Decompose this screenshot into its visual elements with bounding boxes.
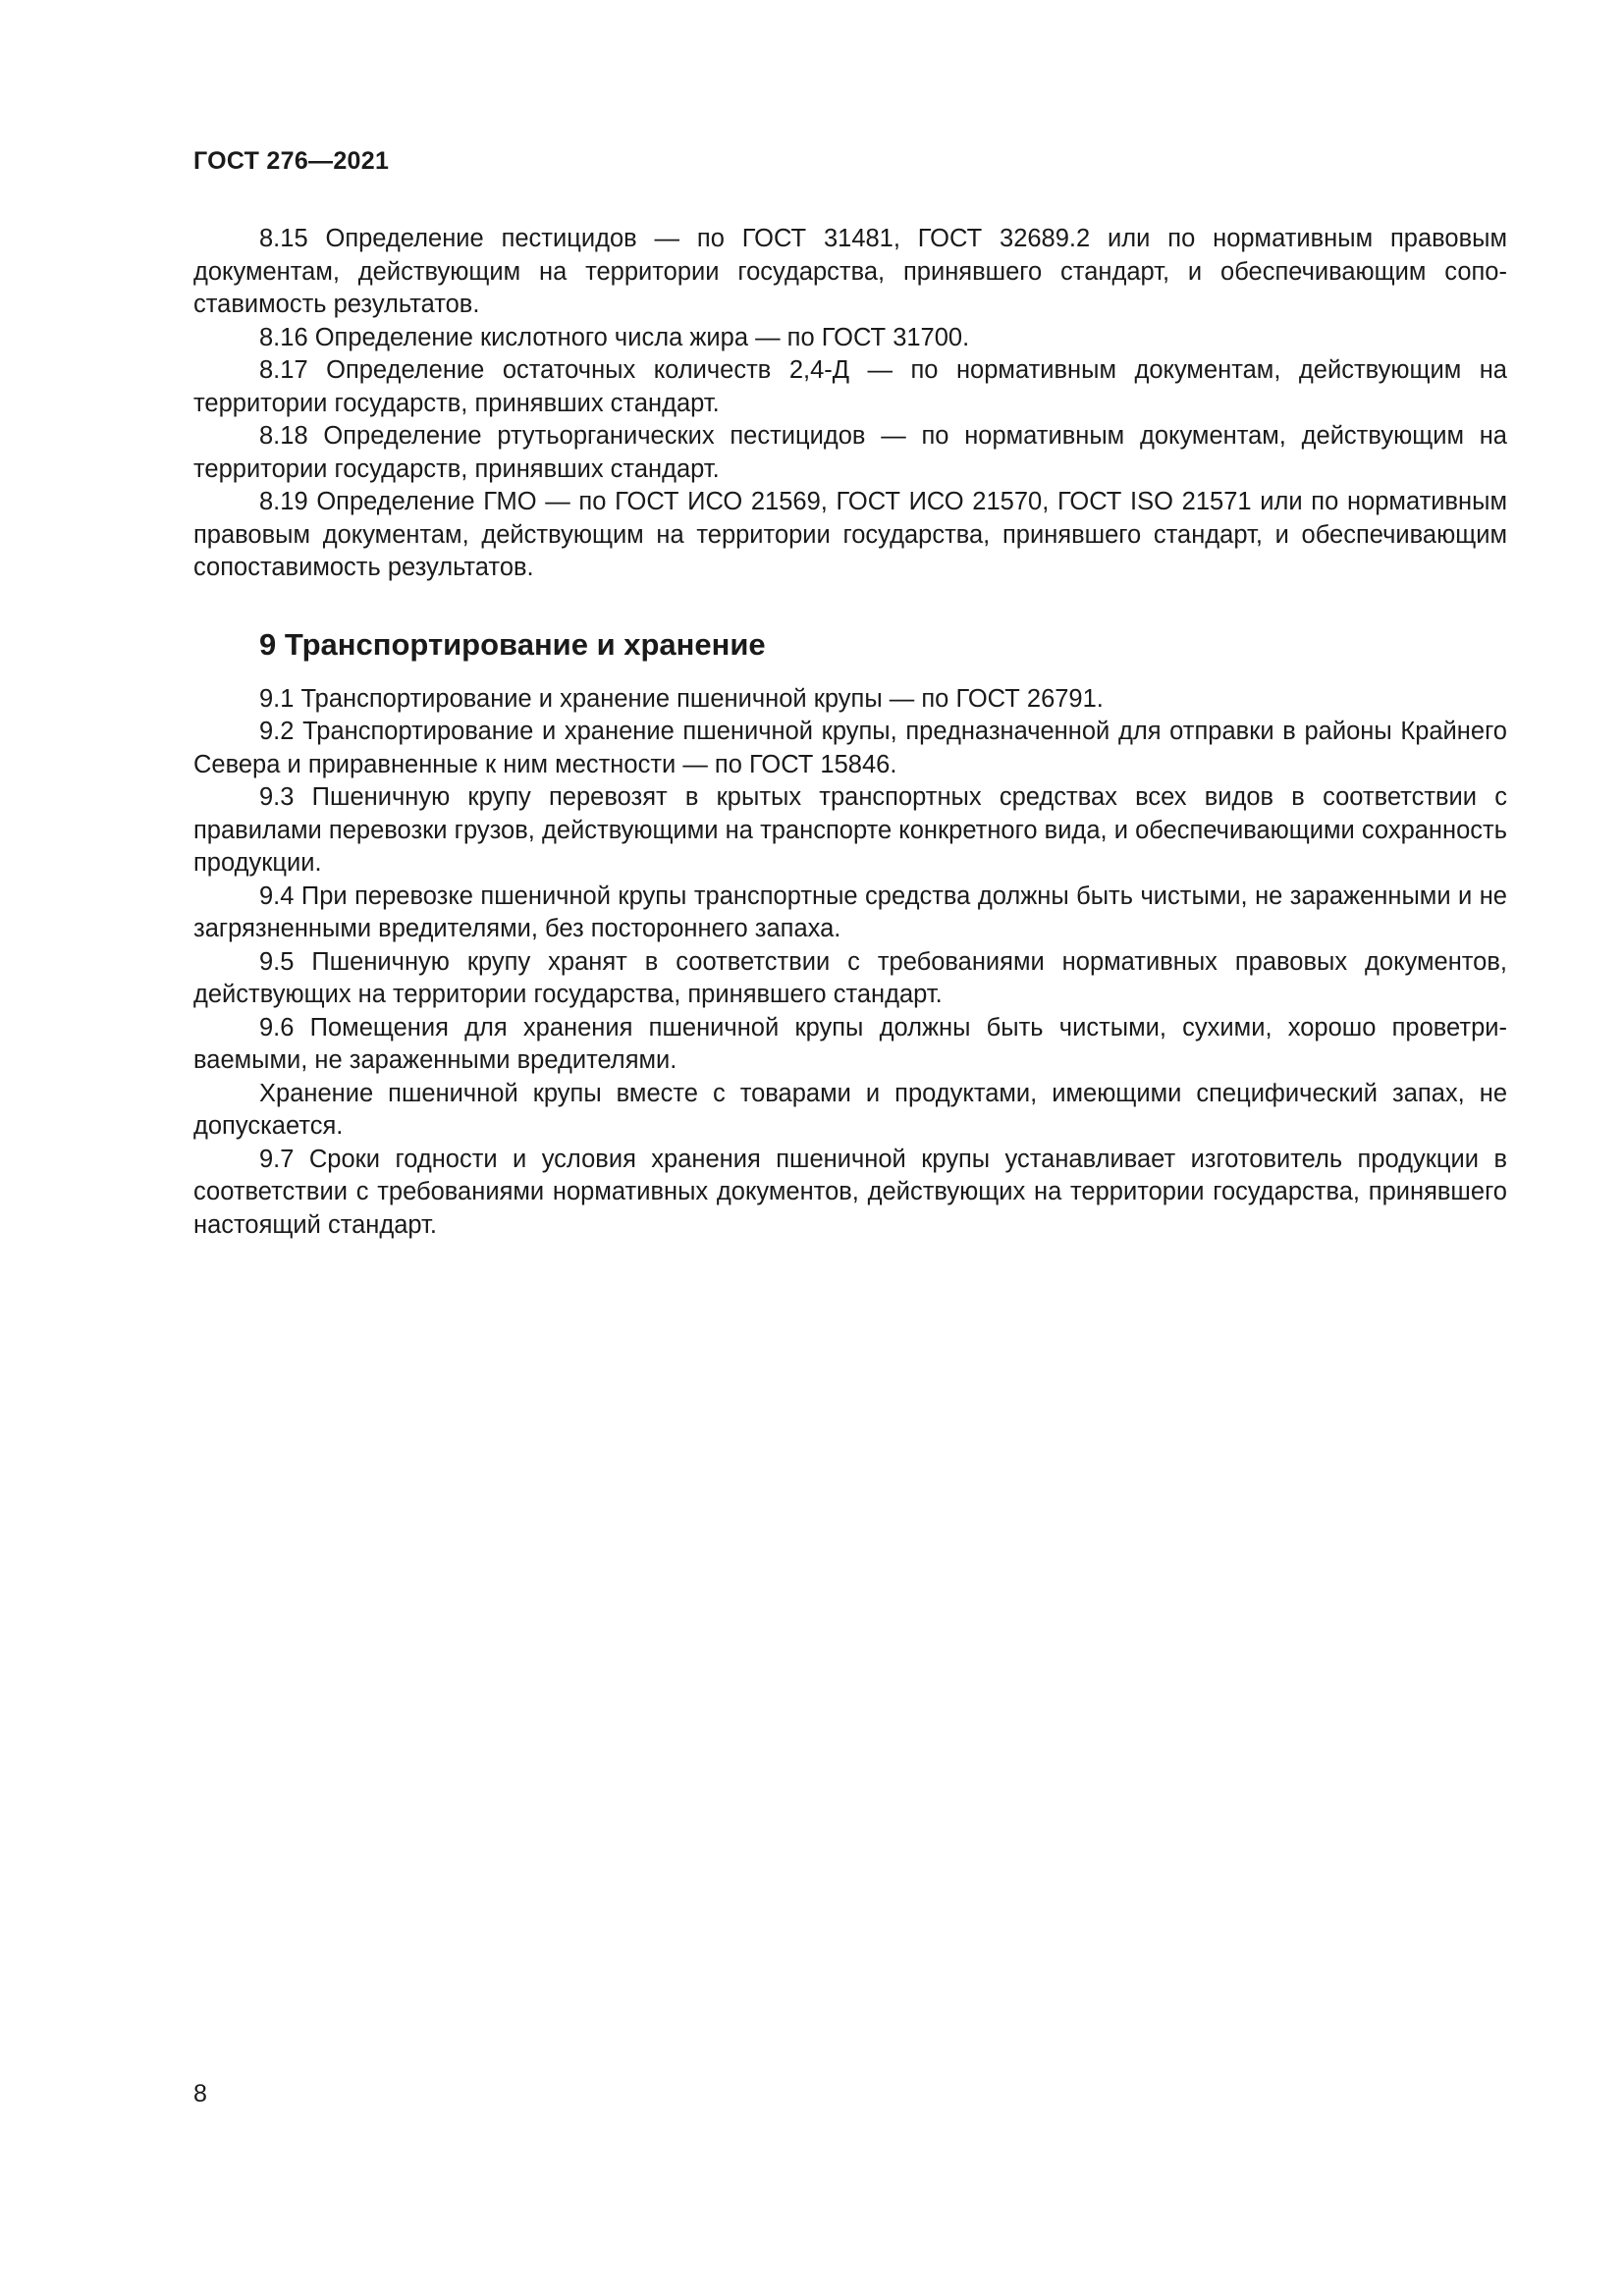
paragraph-9-3: 9.3 Пшеничную крупу перевозят в крытых транспортных средствах всех видов в соответствии с правилами перевозки грузов, действующими на транспорте конкретного вида, и обеспечивающими сохранность продукции.	[193, 783, 1507, 877]
document-code-header: ГОСТ 276—2021	[193, 147, 390, 175]
page-number: 8	[193, 2080, 207, 2108]
page-content	[193, 223, 1507, 1242]
paragraph-8-16: 8.16 Определение кислотного числа жира — по ГОСТ 31700.	[259, 323, 970, 351]
paragraph-9-6-storage-note: Хранение пшеничной крупы вместе с товарами и продуктами, имеющими специфический запах, не допускается.	[193, 1079, 1507, 1140]
paragraph-8-17: 8.17 Определение остаточных количеств 2,4-Д — по нормативным документам, действующим на территории государств, принявших стандарт.	[193, 356, 1507, 417]
paragraph-8-18: 8.18 Определение ртутьорганических пестицидов — по нормативным документам, действующим на территории государств, принявших стандарт.	[193, 422, 1507, 483]
paragraph-9-7: 9.7 Сроки годности и условия хранения пшеничной крупы устанавливает изготовитель продукции в соответствии с требованиями нормативных документов, действующих на территории государства, принявшего настоящий стандарт.	[193, 1145, 1507, 1239]
paragraph-8-15: 8.15 Определение пестицидов — по ГОСТ 31481, ГОСТ 32689.2 или по нормативным правовым документам, действующим на территории государства, принявшего стандарт, и обеспечивающим сопоставимость результатов.	[193, 225, 1507, 318]
paragraph-9-5: 9.5 Пшеничную крупу хранят в соответствии с требованиями нормативных правовых документов, действующих на территории государства, принявшего стандарт.	[193, 947, 1507, 1008]
paragraph-9-6: 9.6 Помещения для хранения пшеничной крупы должны быть чистыми, сухими, хорошо проветриваемыми, не зараженными вредителями.	[193, 1013, 1507, 1074]
paragraph-9-1: 9.1 Транспортирование и хранение пшеничной крупы — по ГОСТ 26791.	[259, 684, 1104, 713]
paragraph-8-19: 8.19 Определение ГМО — по ГОСТ ИСО 21569, ГОСТ ИСО 21570, ГОСТ ISO 21571 или по нормативным правовым документам, действующим на территории государства, принявшего стандарт, и обеспечивающим сопоставимость результатов.	[193, 488, 1507, 581]
section-9-heading: 9 Транспортирование и хранение	[259, 626, 766, 662]
paragraph-9-2: 9.2 Транспортирование и хранение пшеничной крупы, предназначенной для отправки в районы Крайнего Севера и приравненные к ним местности — по ГОСТ 15846.	[193, 718, 1507, 778]
paragraph-9-4: 9.4 При перевозке пшеничной крупы транспортные средства должны быть чистыми, не зараженными и не загрязненными вредителями, без постороннего запаха.	[193, 881, 1507, 942]
